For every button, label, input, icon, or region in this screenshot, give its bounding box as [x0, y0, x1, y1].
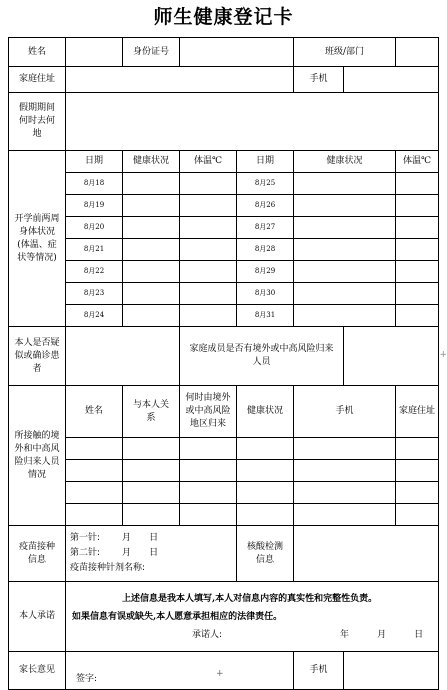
contact-cell[interactable]	[123, 482, 180, 504]
dose2-day: 日	[149, 548, 159, 558]
status-field[interactable]	[294, 195, 396, 217]
temp-field[interactable]	[396, 195, 439, 217]
contact-cell[interactable]	[66, 460, 123, 482]
date-cell: 8月18	[66, 173, 123, 195]
health-registration-table	[8, 37, 439, 690]
status-field[interactable]	[123, 239, 180, 261]
date-cell: 8月23	[66, 283, 123, 305]
parent-label: 家长意见	[9, 652, 66, 690]
pledge-line2: 如果信息有误或缺失,本人愿意承担相应的法律责任。	[72, 611, 283, 622]
contact-cell[interactable]	[180, 438, 237, 460]
date-cell: 8月20	[66, 217, 123, 239]
contact-cell[interactable]	[294, 438, 396, 460]
right-scroll-marker: +	[439, 350, 447, 360]
status-field[interactable]	[294, 283, 396, 305]
date-cell: 8月26	[237, 195, 294, 217]
contact-cell[interactable]	[396, 482, 439, 504]
date-cell: 8月19	[66, 195, 123, 217]
status-field[interactable]	[294, 261, 396, 283]
contact-cell[interactable]	[294, 504, 396, 526]
pledge-text	[66, 582, 439, 652]
temp-field[interactable]	[180, 239, 237, 261]
contacts-header: 手机	[294, 386, 396, 438]
page-title: 师生健康登记卡	[153, 6, 294, 28]
contact-cell[interactable]	[294, 460, 396, 482]
name-label: 姓名	[9, 38, 66, 67]
vaccine-label: 疫苗接种信息	[9, 526, 66, 582]
contact-cell[interactable]	[123, 438, 180, 460]
contacts-header: 姓名	[66, 386, 123, 438]
pledge-day: 日	[414, 629, 424, 640]
contact-cell[interactable]	[66, 438, 123, 460]
date-cell: 8月21	[66, 239, 123, 261]
temp-field[interactable]	[396, 173, 439, 195]
pledge-line1: 上述信息是我本人填写,本人对信息内容的真实性和完整性负责。	[122, 593, 378, 604]
contacts-header: 健康状况	[237, 386, 294, 438]
temp-field[interactable]	[180, 283, 237, 305]
contact-cell[interactable]	[237, 504, 294, 526]
date-cell: 8月29	[237, 261, 294, 283]
temp-field[interactable]	[180, 217, 237, 239]
contact-cell[interactable]	[123, 504, 180, 526]
col-status-right: 健康状况	[294, 151, 396, 173]
contact-cell[interactable]	[180, 460, 237, 482]
temp-field[interactable]	[396, 305, 439, 327]
nucleic-field[interactable]	[294, 526, 439, 582]
contact-cell[interactable]	[396, 504, 439, 526]
phone-field[interactable]	[344, 67, 439, 93]
parent-sign-label: 签字:	[76, 674, 98, 684]
contact-cell[interactable]	[294, 482, 396, 504]
status-field[interactable]	[294, 173, 396, 195]
contact-cell[interactable]	[396, 460, 439, 482]
date-cell: 8月30	[237, 283, 294, 305]
date-cell: 8月27	[237, 217, 294, 239]
dose2-month: 月	[122, 548, 132, 558]
nucleic-label: 核酸检测信息	[237, 526, 294, 582]
col-date-right: 日期	[237, 151, 294, 173]
status-field[interactable]	[294, 217, 396, 239]
holiday-field[interactable]	[66, 93, 439, 151]
col-date-left: 日期	[66, 151, 123, 173]
status-field[interactable]	[294, 305, 396, 327]
parent-phone-field[interactable]	[344, 652, 439, 690]
suspect-label: 本人是否疑似或确诊患者	[9, 327, 66, 386]
holiday-label: 假期期间何时去何地	[9, 93, 66, 151]
contacts-header: 何时由境外或中高风险地区归来	[180, 386, 237, 438]
status-field[interactable]	[123, 283, 180, 305]
dose1-label: 第一针:	[70, 533, 101, 543]
status-field[interactable]	[123, 261, 180, 283]
status-field[interactable]	[123, 305, 180, 327]
temp-field[interactable]	[180, 173, 237, 195]
class-label: 班级/部门	[294, 38, 396, 67]
col-temp-left: 体温℃	[180, 151, 237, 173]
contacts-side-label: 所接触的境外和中高风险归来人员情况	[9, 386, 66, 526]
address-field[interactable]	[66, 67, 294, 93]
temp-field[interactable]	[180, 195, 237, 217]
contact-cell[interactable]	[237, 482, 294, 504]
col-status-left: 健康状况	[123, 151, 180, 173]
date-cell: 8月25	[237, 173, 294, 195]
contact-cell[interactable]	[180, 482, 237, 504]
status-field[interactable]	[123, 173, 180, 195]
dose2-label: 第二针:	[70, 548, 101, 558]
status-field[interactable]	[123, 195, 180, 217]
status-field[interactable]	[123, 217, 180, 239]
contact-cell[interactable]	[66, 504, 123, 526]
status-field[interactable]	[294, 239, 396, 261]
contact-cell[interactable]	[396, 438, 439, 460]
pledge-month: 月	[377, 629, 387, 640]
temp-field[interactable]	[396, 217, 439, 239]
id-label: 身份证号	[123, 38, 180, 67]
col-temp-right: 体温℃	[396, 151, 439, 173]
contacts-header: 与本人关系	[123, 386, 180, 438]
pledge-year: 年	[340, 629, 350, 640]
family-risk-field[interactable]	[344, 327, 439, 386]
date-cell: 8月22	[66, 261, 123, 283]
contact-cell[interactable]	[66, 482, 123, 504]
phone-label: 手机	[294, 67, 344, 93]
parent-opinion-field[interactable]	[66, 652, 294, 690]
contact-cell[interactable]	[123, 460, 180, 482]
family-risk-label: 家庭成员是否有境外或中高风险归来人员	[180, 327, 344, 386]
contact-cell[interactable]	[237, 460, 294, 482]
contacts-header: 家庭住址	[396, 386, 439, 438]
date-cell: 8月24	[66, 305, 123, 327]
temp-field[interactable]	[396, 261, 439, 283]
id-field[interactable]	[180, 38, 294, 67]
contact-cell[interactable]	[237, 438, 294, 460]
dose1-day: 日	[149, 533, 159, 543]
bottom-add-marker: +	[216, 669, 224, 679]
contact-cell[interactable]	[180, 504, 237, 526]
date-cell: 8月28	[237, 239, 294, 261]
pledge-label: 本人承诺	[9, 582, 66, 652]
date-cell: 8月31	[237, 305, 294, 327]
parent-phone-label: 手机	[294, 652, 344, 690]
temp-field[interactable]	[180, 261, 237, 283]
vaccine-info[interactable]	[66, 526, 237, 582]
dose1-month: 月	[122, 533, 132, 543]
class-field[interactable]	[396, 38, 439, 67]
address-label: 家庭住址	[9, 67, 66, 93]
name-field[interactable]	[66, 38, 123, 67]
pledge-signer: 承诺人:	[192, 629, 223, 640]
health-side-label: 开学前两周身体状况(体温、症状等情况)	[9, 151, 66, 327]
temp-field[interactable]	[180, 305, 237, 327]
temp-field[interactable]	[396, 283, 439, 305]
suspect-field[interactable]	[66, 327, 180, 386]
vaccine-brand-label: 疫苗接种针剂名称:	[70, 563, 146, 573]
temp-field[interactable]	[396, 239, 439, 261]
